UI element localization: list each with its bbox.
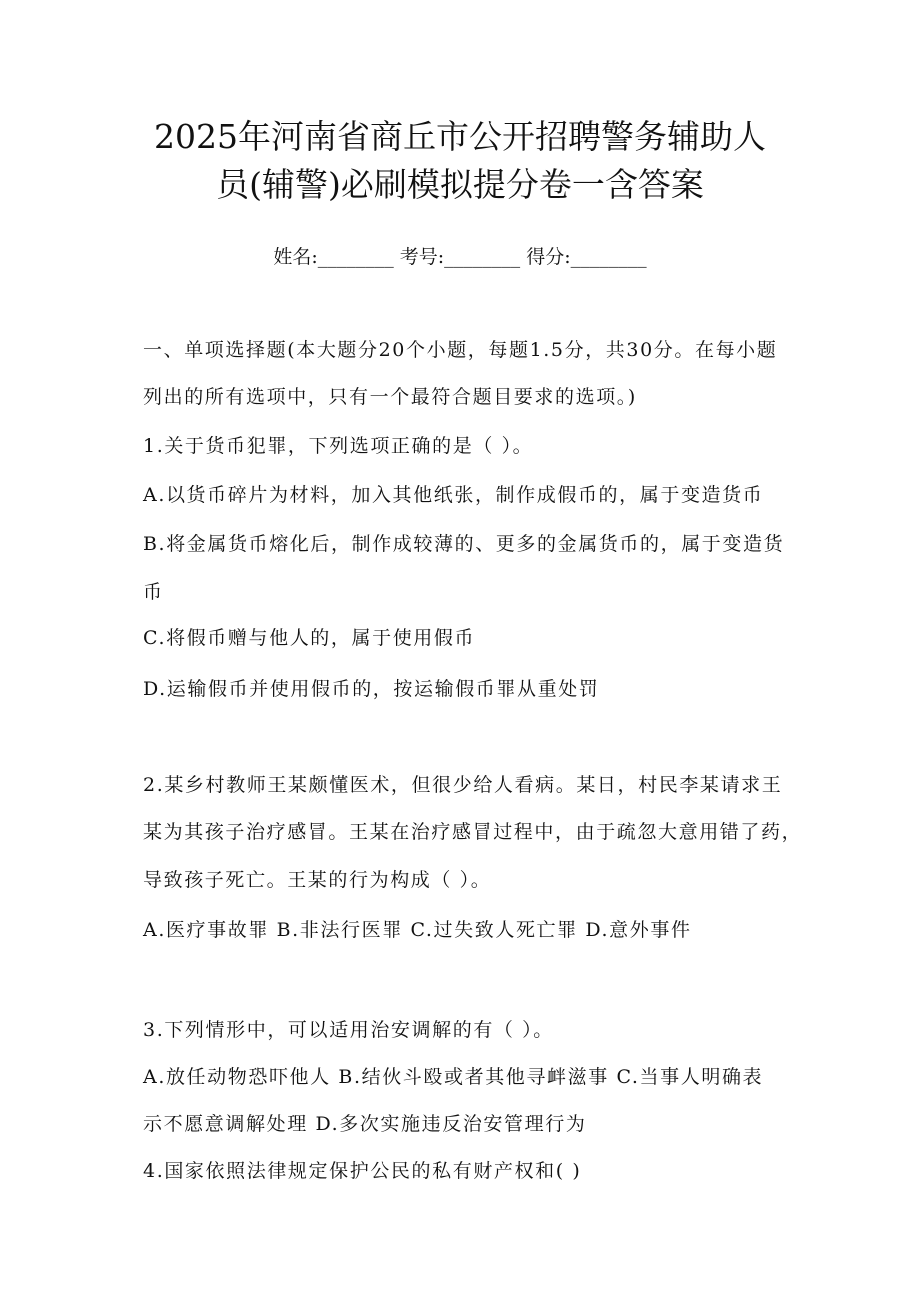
- question-1-option-a: A.以货币碎片为材料，加入其他纸张，制作成假币的，属于变造货币: [143, 484, 764, 506]
- question-2-options: A.医疗事故罪 B.非法行医罪 C.过失致人死亡罪 D.意外事件: [143, 919, 692, 941]
- question-2-cont: 某为其孩子治疗感冒。王某在治疗感冒过程中，由于疏忽大意用错了药，: [143, 821, 803, 843]
- section-heading-cont: 列出的所有选项中，只有一个最符合题目要求的选项。): [143, 386, 637, 408]
- question-1-option-b-cont: 币: [143, 581, 164, 603]
- question-2-cont-2: 导致孩子死亡。王某的行为构成（ ）。: [143, 869, 492, 891]
- question-1-option-c: C.将假币赠与他人的，属于使用假币: [143, 627, 476, 649]
- question-3-options: A.放任动物恐吓他人 B.结伙斗殴或者其他寻衅滋事 C.当事人明确表: [143, 1066, 764, 1088]
- question-1-option-b: B.将金属货币熔化后，制作成较薄的、更多的金属货币的，属于变造货: [143, 533, 785, 555]
- question-4: 4.国家依照法律规定保护公民的私有财产权和( ): [143, 1160, 582, 1182]
- question-3-options-cont: 示不愿意调解处理 D.多次实施违反治安管理行为: [143, 1113, 587, 1135]
- question-3: 3.下列情形中，可以适用治安调解的有（ ）。: [143, 1019, 554, 1041]
- exam-info-fields: 姓名:________ 考号:________ 得分:________: [273, 246, 647, 268]
- question-1: 1.关于货币犯罪，下列选项正确的是（ ）。: [143, 435, 534, 457]
- document-title-line-2: 员(辅警)必刷模拟提分卷一含答案: [216, 165, 704, 204]
- document-title-line-1: 2025年河南省商丘市公开招聘警务辅助人: [154, 117, 766, 156]
- section-heading: 一、单项选择题(本大题分20个小题，每题1.5分，共30分。在每小题: [143, 339, 778, 361]
- question-2: 2.某乡村教师王某颇懂医术，但很少给人看病。某日，村民李某请求王: [143, 774, 783, 796]
- question-1-option-d: D.运输假币并使用假币的，按运输假币罪从重处罚: [143, 678, 600, 700]
